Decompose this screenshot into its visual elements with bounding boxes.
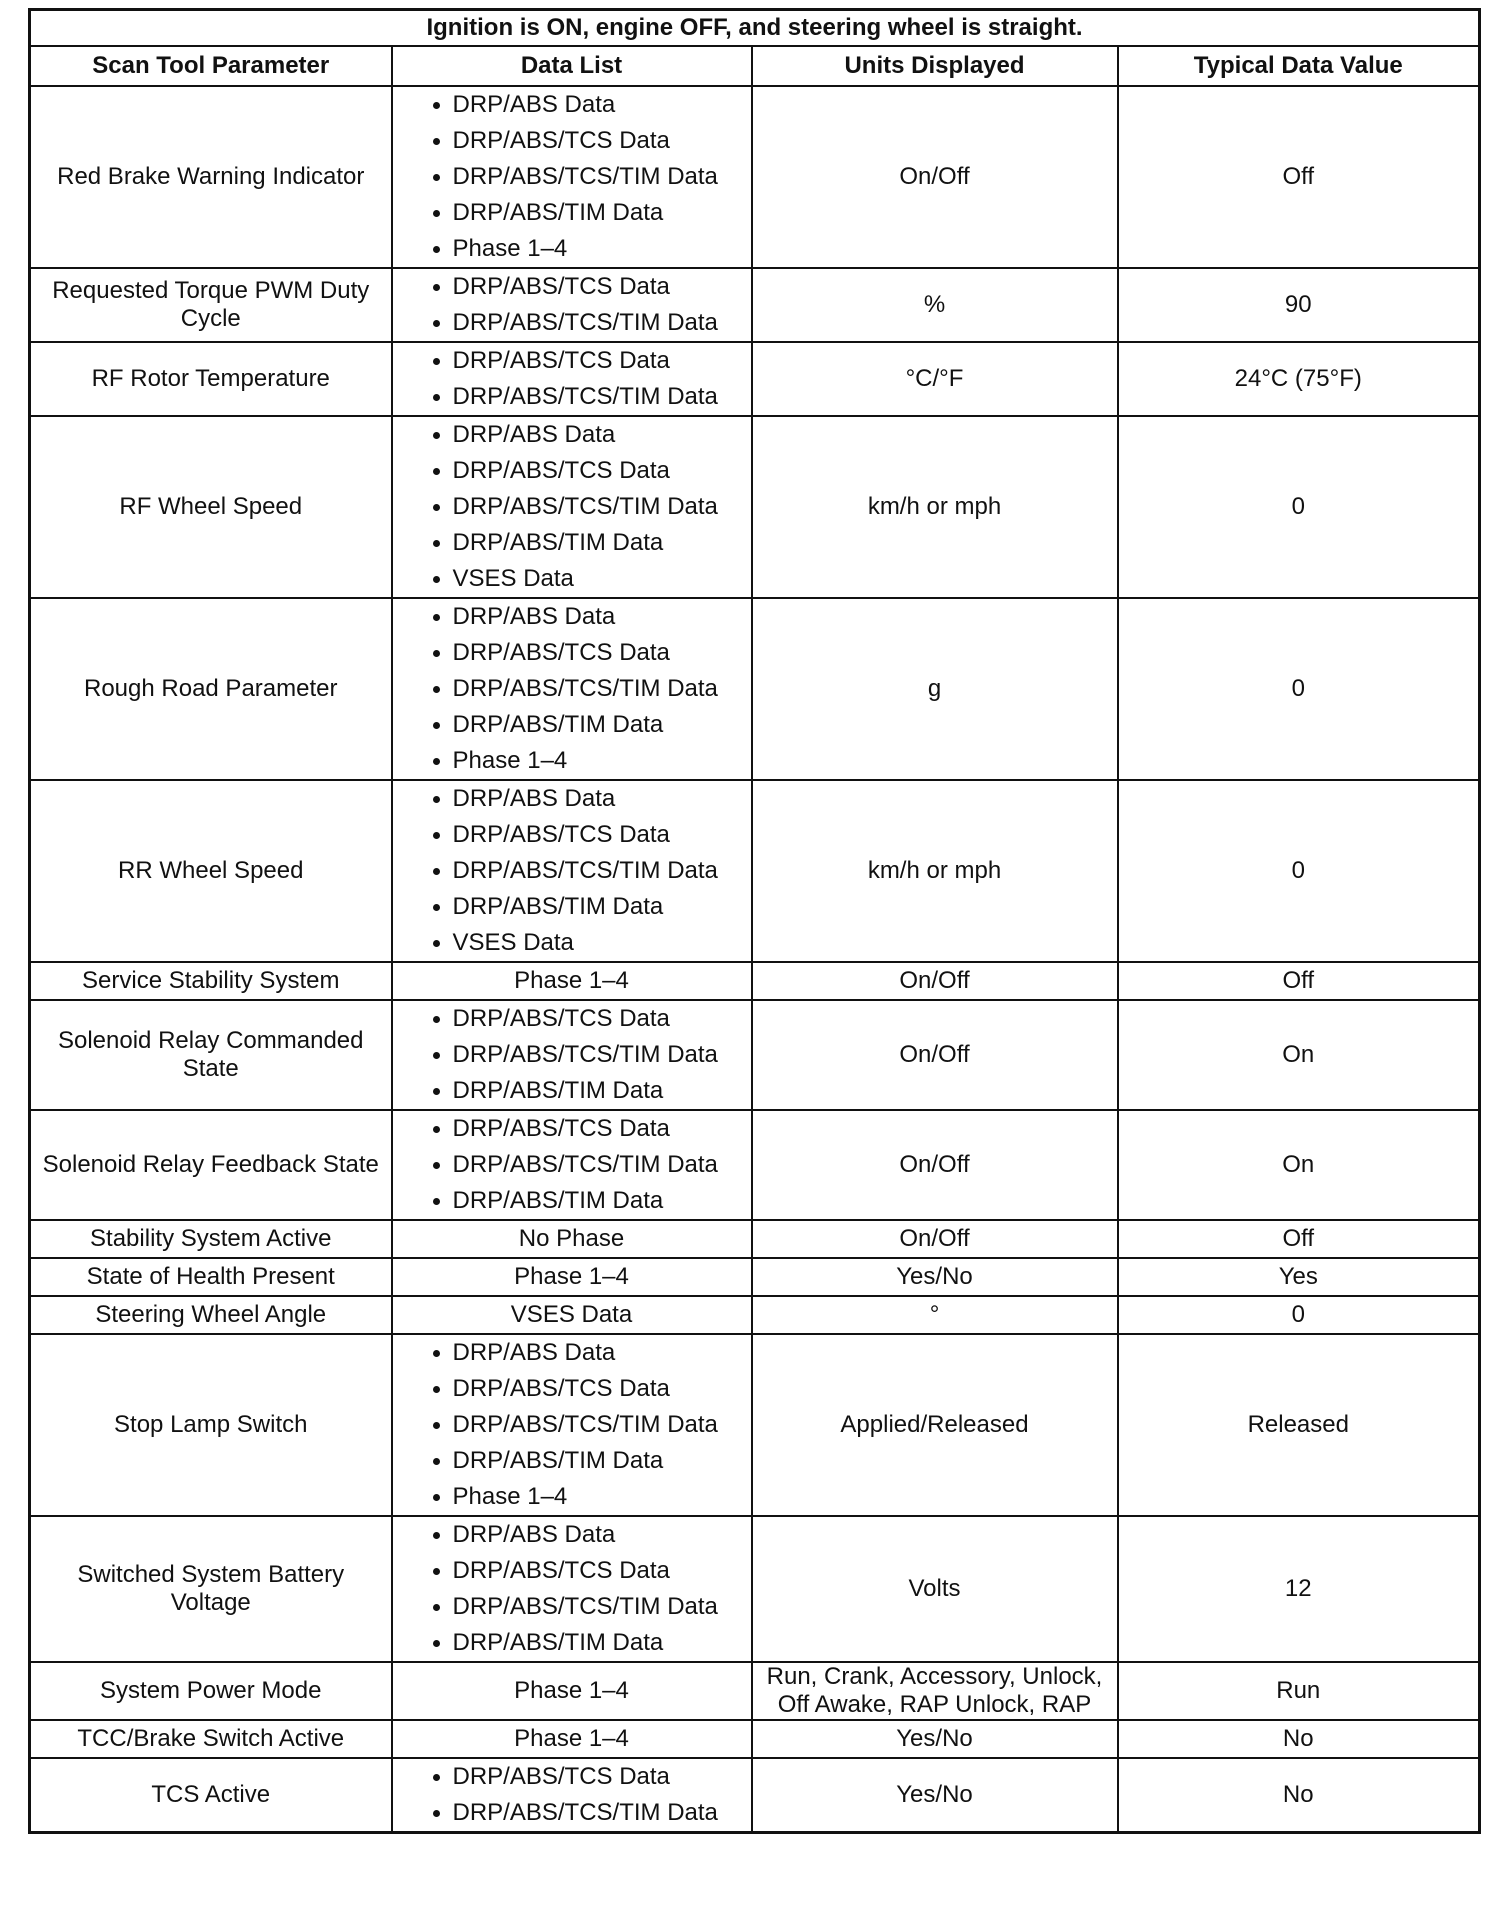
data-list-item: DRP/ABS/TIM Data xyxy=(427,889,745,925)
data-list-cell: Phase 1–4 xyxy=(392,1258,752,1296)
data-list-item: VSES Data xyxy=(427,561,745,597)
units-cell: Applied/Released xyxy=(752,1334,1118,1516)
data-list-item: DRP/ABS/TCS Data xyxy=(427,453,745,489)
units-cell: Yes/No xyxy=(752,1758,1118,1833)
data-list-item: DRP/ABS/TIM Data xyxy=(427,525,745,561)
data-list-cell: VSES Data xyxy=(392,1296,752,1334)
data-list-item: DRP/ABS/TCS/TIM Data xyxy=(427,853,745,889)
typical-value-cell: Off xyxy=(1118,1220,1480,1258)
data-list-item: VSES Data xyxy=(427,925,745,961)
units-cell: Run, Crank, Accessory, Unlock, Off Awake, RAP Unlock, RAP xyxy=(752,1662,1118,1720)
data-list-cell xyxy=(392,1110,752,1220)
data-list xyxy=(427,417,745,597)
table-caption: Ignition is ON, engine OFF, and steering wheel is straight. xyxy=(30,10,1480,46)
data-list-item: DRP/ABS/TCS/TIM Data xyxy=(427,671,745,707)
data-list-item: Phase 1–4 xyxy=(427,231,745,267)
data-list-item: DRP/ABS/TCS/TIM Data xyxy=(427,159,745,195)
data-list-cell: Phase 1–4 xyxy=(392,962,752,1000)
table-row xyxy=(30,416,1480,598)
data-list-item: DRP/ABS Data xyxy=(427,1335,745,1371)
data-list-cell: Phase 1–4 xyxy=(392,1720,752,1758)
data-list-cell xyxy=(392,780,752,962)
data-list-item: DRP/ABS/TCS/TIM Data xyxy=(427,1407,745,1443)
typical-value-cell: 24°C (75°F) xyxy=(1118,342,1480,416)
header-data-list: Data List xyxy=(392,46,752,86)
data-list xyxy=(427,1111,745,1219)
data-list-cell xyxy=(392,1758,752,1833)
typical-value-cell: 0 xyxy=(1118,416,1480,598)
data-list xyxy=(427,87,745,267)
data-list-item: DRP/ABS/TIM Data xyxy=(427,1183,745,1219)
parameter-cell: Stability System Active xyxy=(30,1220,392,1258)
typical-value-cell: Run xyxy=(1118,1662,1480,1720)
data-list-item: DRP/ABS/TCS/TIM Data xyxy=(427,1589,745,1625)
data-list-cell: No Phase xyxy=(392,1220,752,1258)
parameter-cell: Stop Lamp Switch xyxy=(30,1334,392,1516)
table-row xyxy=(30,598,1480,780)
data-list-item: DRP/ABS/TCS Data xyxy=(427,635,745,671)
data-list-item: DRP/ABS Data xyxy=(427,599,745,635)
typical-value-cell: 0 xyxy=(1118,1296,1480,1334)
data-list-item: DRP/ABS/TCS Data xyxy=(427,1759,745,1795)
table-row xyxy=(30,1334,1480,1516)
parameter-cell: Requested Torque PWM Duty Cycle xyxy=(30,268,392,342)
data-list-item: DRP/ABS/TIM Data xyxy=(427,1625,745,1661)
typical-value-cell: 0 xyxy=(1118,598,1480,780)
data-list xyxy=(427,1517,745,1661)
typical-value-cell: No xyxy=(1118,1720,1480,1758)
scan-tool-data-table xyxy=(28,8,1481,1834)
units-cell: km/h or mph xyxy=(752,416,1118,598)
table-row xyxy=(30,1720,1480,1758)
table-caption-row xyxy=(30,10,1480,46)
data-list-item: DRP/ABS Data xyxy=(427,1517,745,1553)
units-cell: On/Off xyxy=(752,1000,1118,1110)
header-scan-tool-parameter: Scan Tool Parameter xyxy=(30,46,392,86)
data-list-item: DRP/ABS/TCS/TIM Data xyxy=(427,379,745,415)
data-list-item: DRP/ABS/TCS Data xyxy=(427,1553,745,1589)
table-row xyxy=(30,962,1480,1000)
data-list-cell xyxy=(392,1334,752,1516)
table-row xyxy=(30,1296,1480,1334)
data-list-item: DRP/ABS/TIM Data xyxy=(427,707,745,743)
data-list-item: DRP/ABS Data xyxy=(427,417,745,453)
table-row xyxy=(30,1220,1480,1258)
parameter-cell: Steering Wheel Angle xyxy=(30,1296,392,1334)
table-row xyxy=(30,1000,1480,1110)
data-list xyxy=(427,343,745,415)
units-cell: Yes/No xyxy=(752,1258,1118,1296)
parameter-cell: Rough Road Parameter xyxy=(30,598,392,780)
data-list-cell xyxy=(392,598,752,780)
typical-value-cell: 12 xyxy=(1118,1516,1480,1662)
units-cell: On/Off xyxy=(752,1110,1118,1220)
table-row xyxy=(30,86,1480,268)
table-row xyxy=(30,1516,1480,1662)
units-cell: g xyxy=(752,598,1118,780)
units-cell: Volts xyxy=(752,1516,1118,1662)
table-header-row xyxy=(30,46,1480,86)
data-list-item: DRP/ABS/TCS Data xyxy=(427,123,745,159)
scan-tool-data-document xyxy=(28,8,1478,1834)
units-cell: Yes/No xyxy=(752,1720,1118,1758)
typical-value-cell: On xyxy=(1118,1110,1480,1220)
typical-value-cell: On xyxy=(1118,1000,1480,1110)
typical-value-cell: Yes xyxy=(1118,1258,1480,1296)
units-cell: km/h or mph xyxy=(752,780,1118,962)
data-list-item: DRP/ABS Data xyxy=(427,87,745,123)
table-row xyxy=(30,1258,1480,1296)
data-list-item: DRP/ABS/TCS Data xyxy=(427,817,745,853)
typical-value-cell: 90 xyxy=(1118,268,1480,342)
data-list xyxy=(427,1001,745,1109)
parameter-cell: RF Rotor Temperature xyxy=(30,342,392,416)
data-list-item: DRP/ABS/TCS/TIM Data xyxy=(427,489,745,525)
data-list-item: DRP/ABS/TCS Data xyxy=(427,1371,745,1407)
parameter-cell: RF Wheel Speed xyxy=(30,416,392,598)
data-list xyxy=(427,599,745,779)
parameter-cell: Solenoid Relay Feedback State xyxy=(30,1110,392,1220)
units-cell: °C/°F xyxy=(752,342,1118,416)
data-list-item: DRP/ABS/TIM Data xyxy=(427,195,745,231)
units-cell: % xyxy=(752,268,1118,342)
data-list-cell xyxy=(392,1516,752,1662)
table-row xyxy=(30,268,1480,342)
data-list-cell: Phase 1–4 xyxy=(392,1662,752,1720)
data-list-item: DRP/ABS/TCS/TIM Data xyxy=(427,1037,745,1073)
data-list-item: DRP/ABS/TCS/TIM Data xyxy=(427,1147,745,1183)
table-row xyxy=(30,342,1480,416)
units-cell: On/Off xyxy=(752,962,1118,1000)
table-row xyxy=(30,780,1480,962)
header-units-displayed: Units Displayed xyxy=(752,46,1118,86)
data-list xyxy=(427,1759,745,1831)
parameter-cell: TCC/Brake Switch Active xyxy=(30,1720,392,1758)
typical-value-cell: No xyxy=(1118,1758,1480,1833)
parameter-cell: RR Wheel Speed xyxy=(30,780,392,962)
units-cell: On/Off xyxy=(752,1220,1118,1258)
data-list xyxy=(427,269,745,341)
data-list-item: DRP/ABS Data xyxy=(427,781,745,817)
data-list-item: DRP/ABS/TCS/TIM Data xyxy=(427,1795,745,1831)
parameter-cell: State of Health Present xyxy=(30,1258,392,1296)
data-list-item: DRP/ABS/TCS Data xyxy=(427,343,745,379)
parameter-cell: TCS Active xyxy=(30,1758,392,1833)
parameter-cell: Red Brake Warning Indicator xyxy=(30,86,392,268)
data-list xyxy=(427,1335,745,1515)
data-list-item: DRP/ABS/TCS Data xyxy=(427,1001,745,1037)
units-cell: ° xyxy=(752,1296,1118,1334)
table-row xyxy=(30,1110,1480,1220)
parameter-cell: Solenoid Relay Commanded State xyxy=(30,1000,392,1110)
parameter-cell: System Power Mode xyxy=(30,1662,392,1720)
data-list-cell xyxy=(392,86,752,268)
data-list-item: DRP/ABS/TIM Data xyxy=(427,1073,745,1109)
typical-value-cell: Released xyxy=(1118,1334,1480,1516)
data-list-item: Phase 1–4 xyxy=(427,743,745,779)
typical-value-cell: Off xyxy=(1118,962,1480,1000)
table-row xyxy=(30,1758,1480,1833)
data-list-cell xyxy=(392,342,752,416)
data-list-cell xyxy=(392,1000,752,1110)
typical-value-cell: Off xyxy=(1118,86,1480,268)
data-list-item: DRP/ABS/TCS Data xyxy=(427,269,745,305)
data-list-item: DRP/ABS/TCS/TIM Data xyxy=(427,305,745,341)
parameter-cell: Switched System Battery Voltage xyxy=(30,1516,392,1662)
data-list-item: Phase 1–4 xyxy=(427,1479,745,1515)
table-row xyxy=(30,1662,1480,1720)
table-body xyxy=(30,86,1480,1833)
units-cell: On/Off xyxy=(752,86,1118,268)
parameter-cell: Service Stability System xyxy=(30,962,392,1000)
data-list xyxy=(427,781,745,961)
typical-value-cell: 0 xyxy=(1118,780,1480,962)
header-typical-data-value: Typical Data Value xyxy=(1118,46,1480,86)
data-list-cell xyxy=(392,416,752,598)
data-list-item: DRP/ABS/TIM Data xyxy=(427,1443,745,1479)
data-list-cell xyxy=(392,268,752,342)
data-list-item: DRP/ABS/TCS Data xyxy=(427,1111,745,1147)
